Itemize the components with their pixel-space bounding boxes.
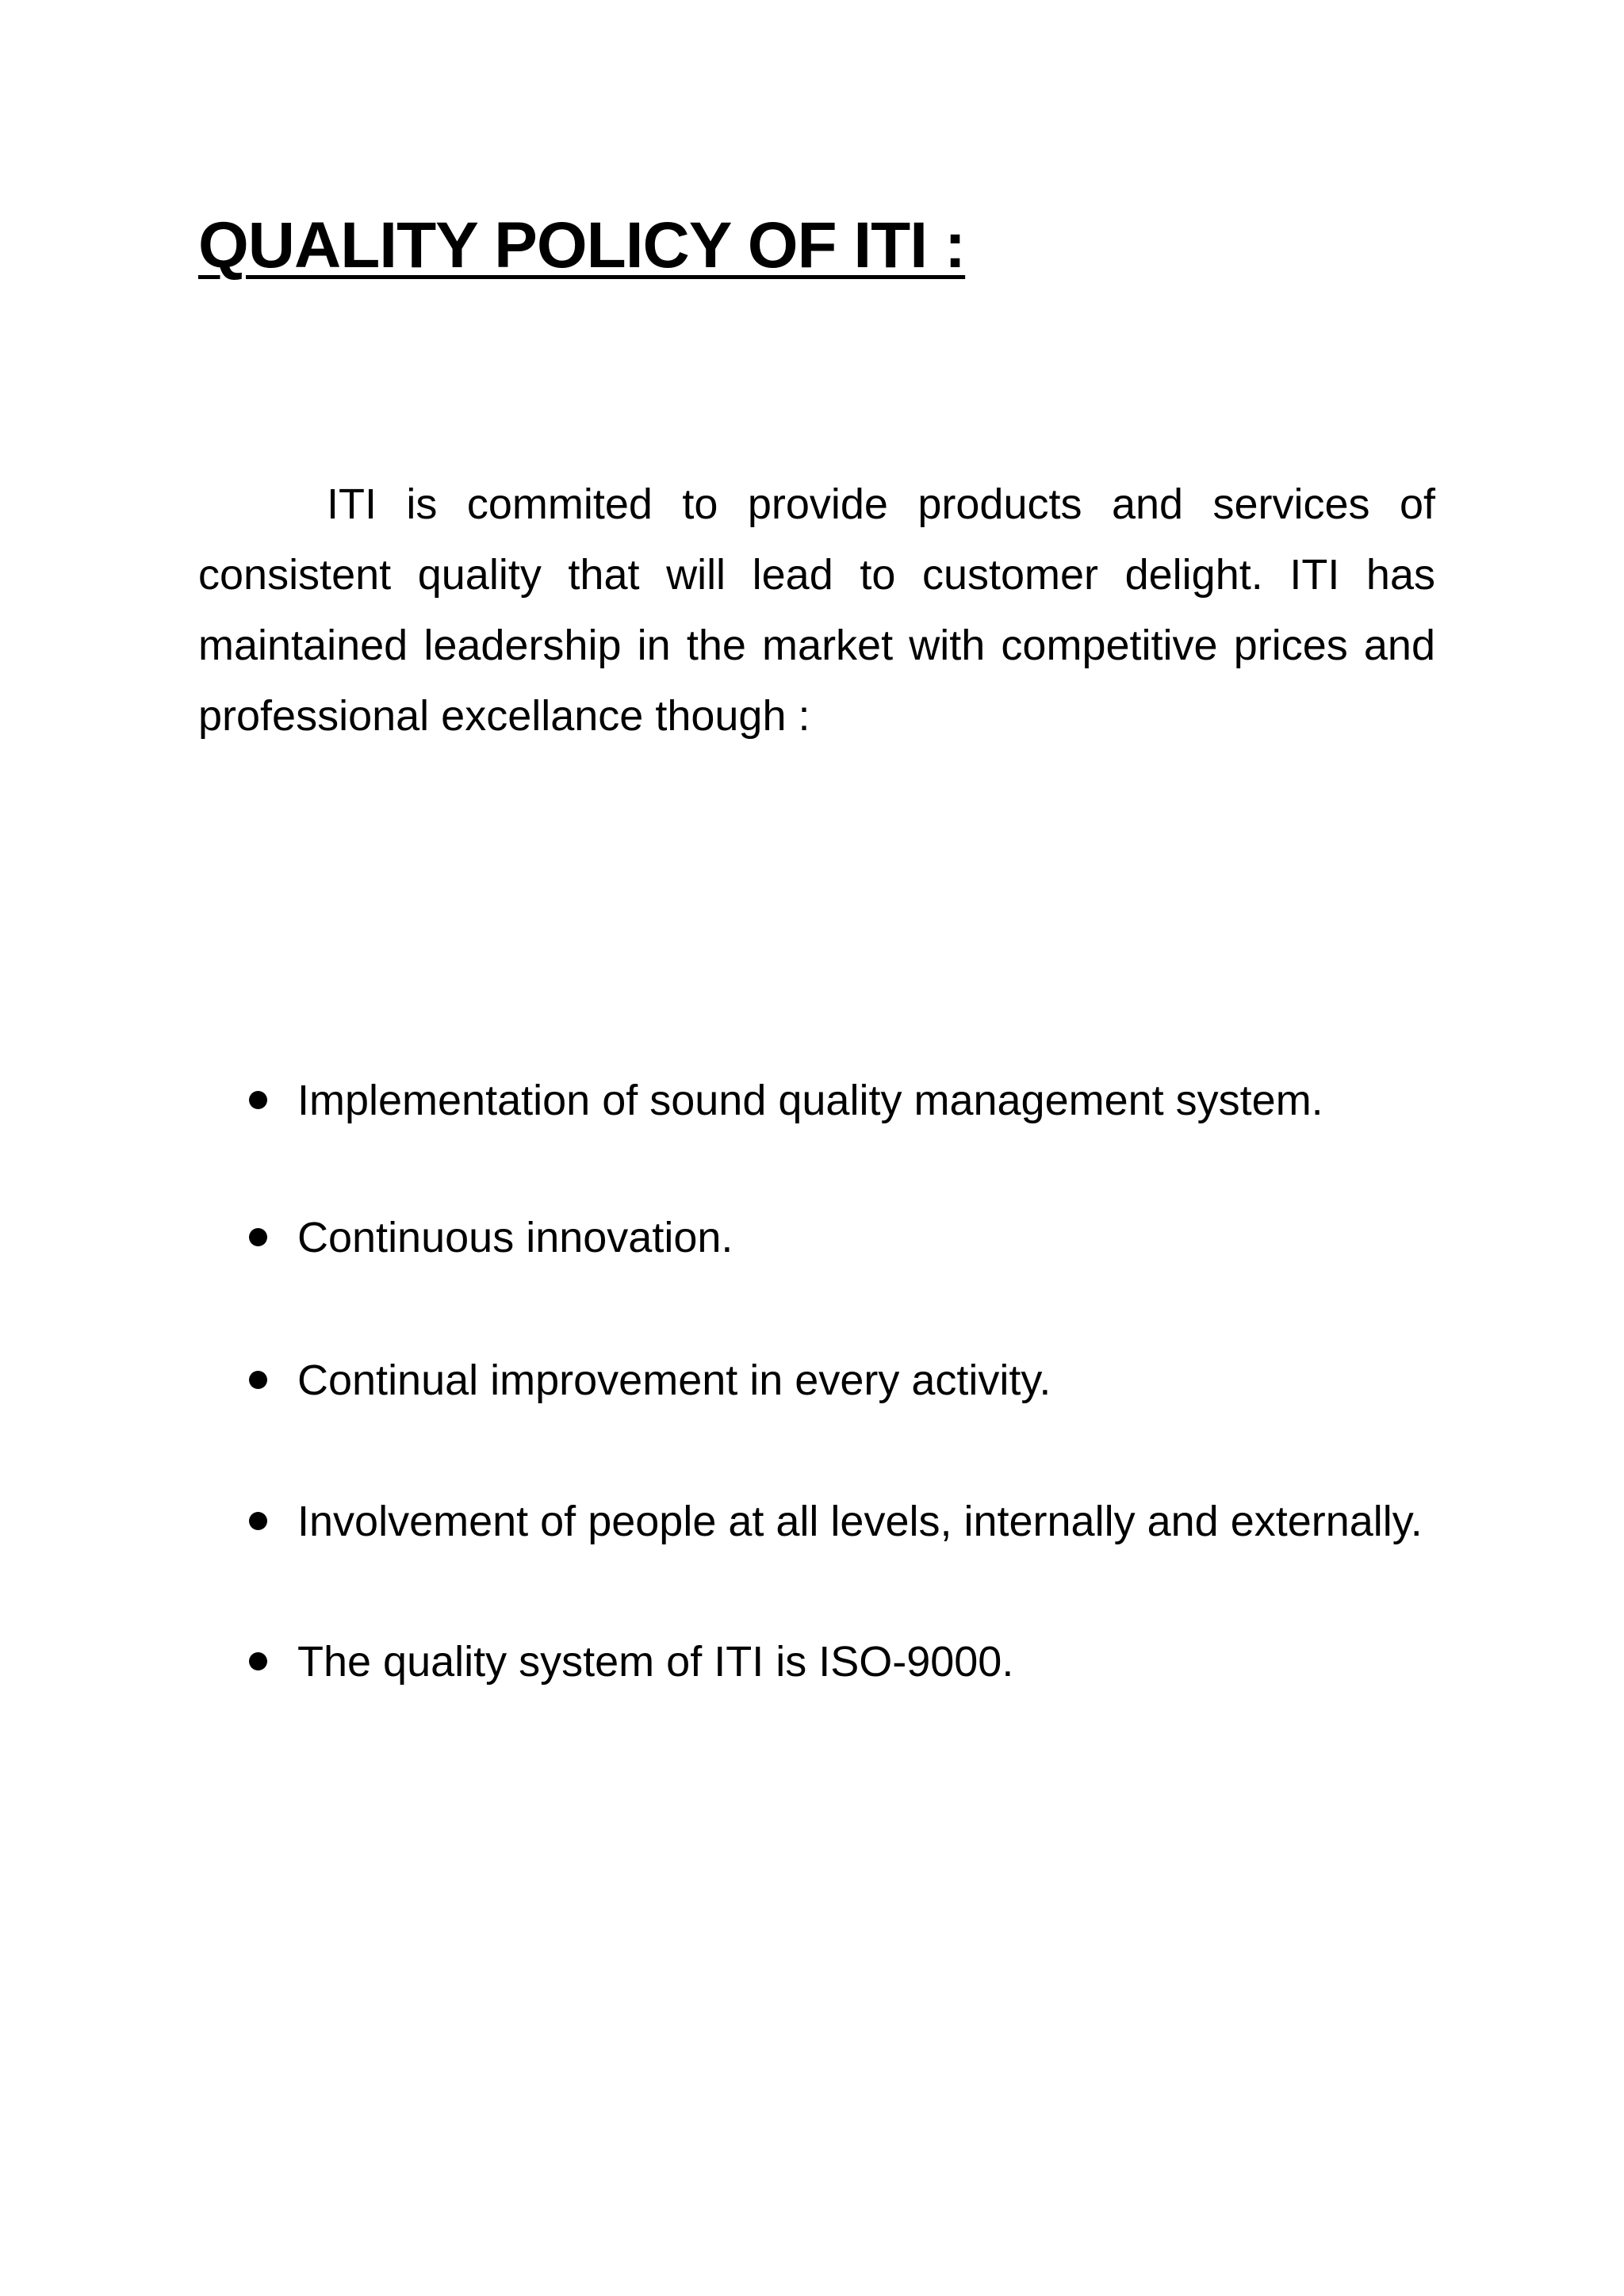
list-item-text: Continual improvement in every activity. <box>297 1357 1051 1404</box>
bullet-dot-icon <box>249 1512 267 1530</box>
list-item <box>198 1203 1435 1272</box>
list-item-text: The quality system of ITI is ISO-9000. <box>297 1638 1014 1686</box>
quality-policy-list <box>198 1066 1435 1697</box>
bullet-dot-icon <box>249 1652 267 1670</box>
bullet-dot-icon <box>249 1091 267 1109</box>
bullet-dot-icon <box>249 1228 267 1246</box>
list-item <box>198 1487 1435 1556</box>
list-item <box>198 1345 1435 1415</box>
list-item-text: Involvement of people at all levels, internally and externally. <box>297 1498 1423 1545</box>
list-item-text: Implementation of sound quality management system. <box>297 1077 1323 1124</box>
page-title: QUALITY POLICY OF ITI : <box>198 209 966 281</box>
list-item-text: Continuous innovation. <box>297 1214 733 1261</box>
list-item <box>198 1066 1435 1135</box>
list-item <box>198 1627 1435 1697</box>
intro-paragraph: ITI is commited to provide products and services of consistent quality that will lead to customer delight. ITI has maintained leadership in the market with competitive prices and professional excellance though : <box>198 480 1435 740</box>
bullet-dot-icon <box>249 1371 267 1389</box>
